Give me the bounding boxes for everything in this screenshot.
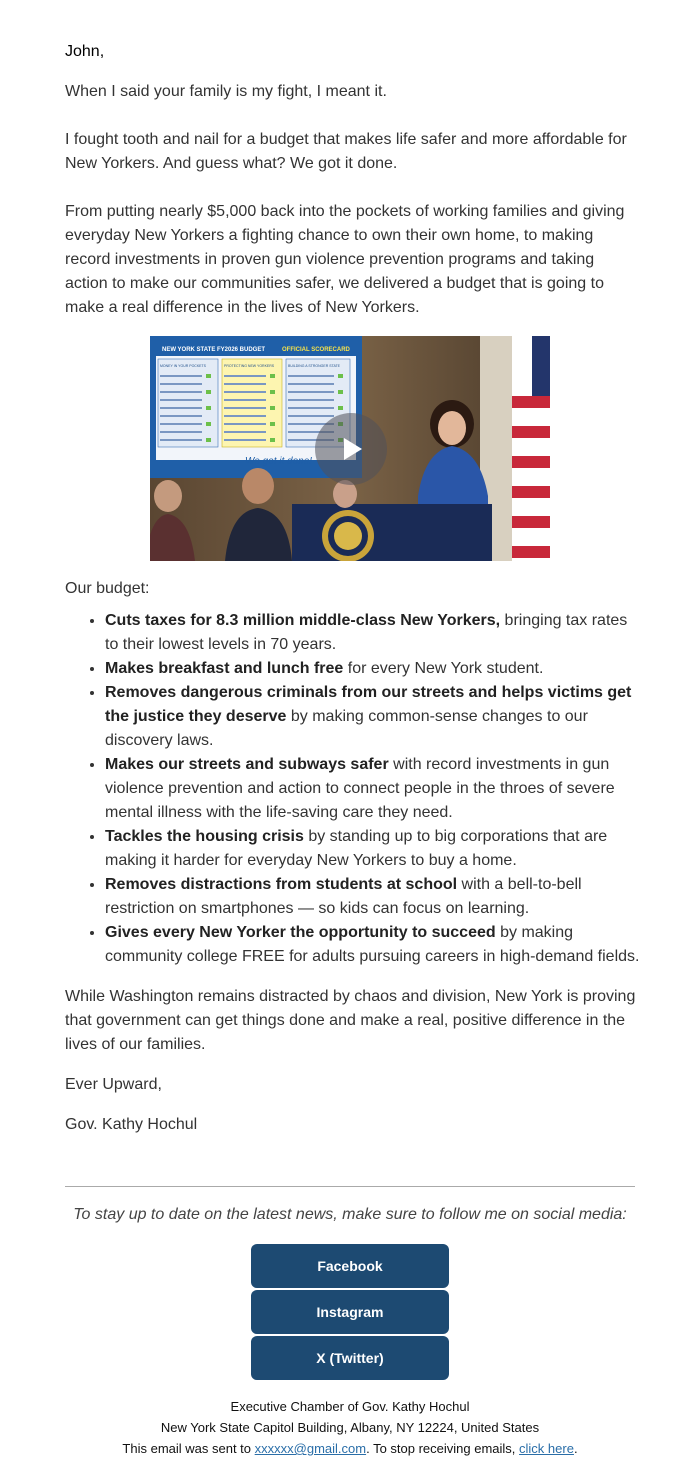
- footer: [0, 1396, 700, 1459]
- list-item: [105, 681, 640, 753]
- bullet-text: by making community college FREE for adults pursuing careers in high-demand fields.: [105, 924, 640, 965]
- bullet-text: with record investments in gun violence prevention and action to connect people in the throes of severe mental illness with the life-saving care they need.: [105, 756, 615, 821]
- budget-intro: Our budget:: [65, 580, 150, 597]
- bullet-bold: Makes our streets and subways safer: [105, 756, 389, 773]
- bullet-text: bringing tax rates to their lowest levels in 70 years.: [105, 612, 628, 653]
- paragraph-3: From putting nearly $5,000 back into the pockets of working families and giving everyday New Yorkers a fighting chance to own their own home, to making record investments in proven gun violence prevention programs and taking action to make our communities safer, we delivered a budget that is going to make a real difference in the lives of New Yorkers.: [65, 203, 625, 316]
- footer-sent-prefix: This email was sent to: [122, 1441, 255, 1456]
- bullet-bold: Removes dangerous criminals from our streets and helps victims get the justice they deserve: [105, 684, 632, 725]
- screen-title: NEW YORK STATE FY2026 BUDGET: [162, 347, 266, 353]
- footer-address: New York State Capitol Building, Albany, NY 12224, United States: [160, 1420, 540, 1435]
- unsubscribe-link[interactable]: click here: [519, 1441, 574, 1456]
- greeting: John,: [65, 43, 105, 60]
- facebook-button[interactable]: Facebook: [251, 1244, 449, 1288]
- signature: Gov. Kathy Hochul: [65, 1116, 198, 1133]
- column-money: MONEY IN YOUR POCKETS: [160, 364, 206, 368]
- social-prompt: To stay up to date on the latest news, make sure to follow me on social media:: [73, 1206, 627, 1223]
- screen-tagline: We got it done!: [245, 456, 313, 467]
- bullet-text: by making common-sense changes to our discovery laws.: [105, 708, 588, 749]
- instagram-button[interactable]: Instagram: [251, 1290, 449, 1334]
- closing-paragraph: While Washington remains distracted by chaos and division, New York is proving that government can get things done and make a real, positive difference in the lives of our families.: [65, 988, 636, 1053]
- video-thumbnail[interactable]: [150, 336, 550, 561]
- play-icon: [336, 434, 366, 464]
- bullet-bold: Makes breakfast and lunch free: [105, 660, 344, 677]
- paragraph-2: I fought tooth and nail for a budget that makes life safer and more affordable for New Yorkers. And guess what? We got it done.: [65, 131, 627, 172]
- bullet-bold: Gives every New Yorker the opportunity to succeed: [105, 924, 496, 941]
- column-building: BUILDING A STRONGER STATE: [288, 364, 340, 368]
- play-button[interactable]: [315, 413, 387, 485]
- bullet-text: with a bell-to-bell restriction on smartphones — so kids can focus on learning.: [105, 876, 582, 917]
- bullet-bold: Removes distractions from students at school: [105, 876, 458, 893]
- footer-notice: [0, 1438, 700, 1459]
- paragraph-1: When I said your family is my fight, I meant it.: [65, 83, 387, 100]
- email-content: [65, 40, 640, 1137]
- list-item: [105, 753, 640, 825]
- screen-title-highlight: OFFICIAL SCORECARD: [282, 347, 350, 353]
- budget-list: [65, 609, 640, 969]
- column-protecting: PROTECTING NEW YORKERS: [224, 364, 275, 368]
- list-item: [105, 873, 640, 921]
- list-item: [105, 921, 640, 969]
- bullet-text: for every New York student.: [343, 660, 544, 677]
- footer-end: .: [573, 1441, 578, 1456]
- list-item: [105, 825, 640, 873]
- footer-org: Executive Chamber of Gov. Kathy Hochul: [230, 1399, 470, 1414]
- divider: [65, 1186, 635, 1187]
- twitter-button[interactable]: X (Twitter): [251, 1336, 449, 1380]
- bullet-bold: Tackles the housing crisis: [105, 828, 304, 845]
- bullet-bold: Cuts taxes for 8.3 million middle-class New Yorkers,: [105, 612, 501, 629]
- bullet-text: by standing up to big corporations that are making it harder for everyday New Yorkers to buy a home.: [105, 828, 608, 869]
- footer-email-link[interactable]: xxxxxx@gmail.com: [254, 1441, 367, 1456]
- signoff: Ever Upward,: [65, 1076, 162, 1093]
- list-item: [105, 609, 640, 657]
- footer-stop-text: . To stop receiving emails,: [366, 1441, 520, 1456]
- list-item: [105, 657, 640, 681]
